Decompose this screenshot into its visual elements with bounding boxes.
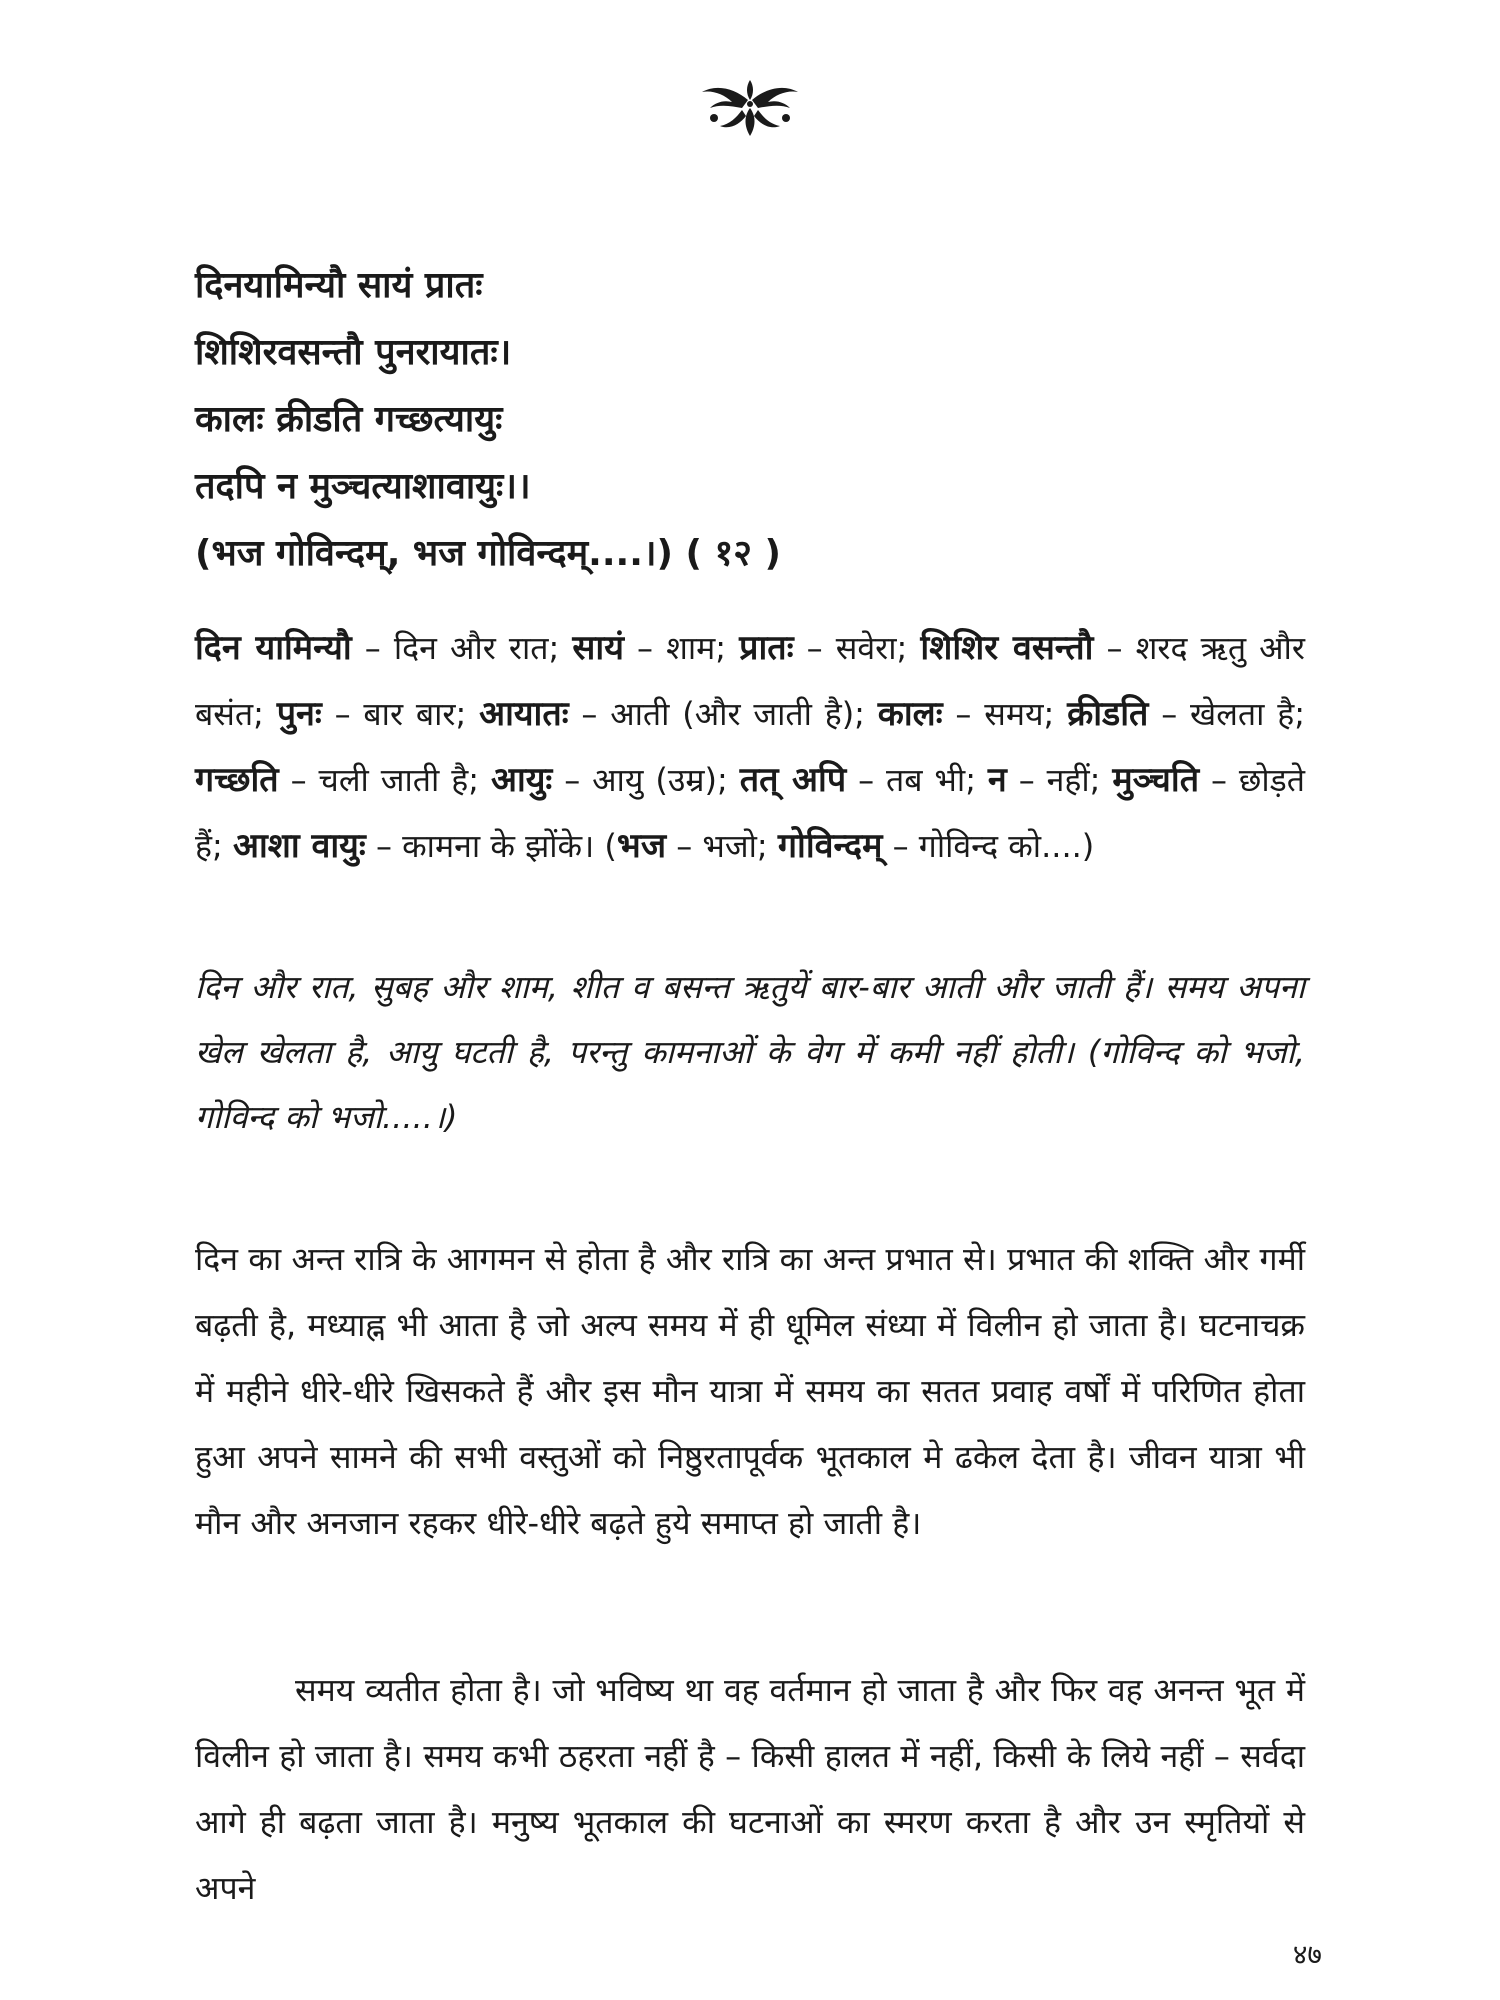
gloss-meaning: – समय; — [942, 695, 1068, 733]
translation-paragraph: दिन और रात, सुबह और शाम, शीत व बसन्त ऋतुयें बार-बार आती और जाती हैं। समय अपना खेल खेलता है, आयु घटती है, परन्तु कामनाओं के वेग में कमी नहीं होती। (गोविन्द को भजो, गोविन्द को भजो.....।) — [195, 968, 1305, 1136]
gloss-meaning: – शरद ऋतु और बसंत; — [195, 629, 1306, 733]
gloss-meaning: – चली जाती है; — [278, 761, 491, 799]
verse-line: शिशिरवसन्तौ पुनरायातः। — [195, 332, 512, 373]
commentary-paragraph: समय व्यतीत होता है। जो भविष्य था वह वर्तमान हो जाता है और फिर वह अनन्त भूत में विलीन हो जाता है। समय कभी ठहरता नहीं है – किसी हालत में नहीं, किसी के लिये नहीं – सर्वदा आगे ही बढ़ता जाता है। मनुष्य भूतकाल की घटनाओं का स्मरण करता है और उन स्मृतियों से अपने — [195, 1671, 1305, 1907]
page-number: ४७ — [1292, 1938, 1322, 1971]
gloss-meaning: – नहीं; — [1006, 761, 1113, 799]
gloss-term: क्रीडति — [1067, 694, 1149, 734]
gloss-term: तत् अपि — [739, 760, 847, 800]
gloss-term: आयातः — [479, 694, 569, 734]
verse-line: कालः क्रीडति गच्छत्यायुः — [195, 399, 503, 440]
gloss-meaning: – सवेरा; — [793, 629, 921, 667]
gloss-term: गोविन्दम् — [777, 826, 883, 866]
gloss-meaning: – शाम; — [623, 629, 740, 667]
gloss-term: कालः — [877, 694, 943, 734]
gloss-meaning: – बार बार; — [321, 695, 480, 733]
gloss-term: आयुः — [490, 760, 553, 800]
gloss-meaning: – आती (और जाती है); — [568, 695, 878, 733]
gloss-term: भज — [616, 826, 667, 866]
floral-ornament-icon — [690, 72, 810, 142]
verse-line: (भज गोविन्दम्, भज गोविन्दम्....।) ( १२ ) — [195, 533, 781, 574]
gloss-meaning: – गोविन्द को....) — [882, 827, 1095, 865]
gloss-meaning: – दिन और रात; — [351, 629, 573, 667]
gloss-term: न — [987, 760, 1007, 800]
verse-line: तदपि न मुञ्चत्याशावायुः।। — [195, 466, 531, 507]
verse-line: दिनयामिन्यौ सायं प्रातः — [195, 265, 483, 306]
word-meanings — [195, 615, 1305, 879]
gloss-meaning: – भजो; — [666, 827, 778, 865]
gloss-meaning: – खेलता है; — [1148, 695, 1305, 733]
commentary-paragraph: दिन का अन्त रात्रि के आगमन से होता है और रात्रि का अन्त प्रभात से। प्रभात की शक्ति और गर्मी बढ़ती है, मध्याह्न भी आता है जो अल्प समय में ही धूमिल संध्या में विलीन हो जाता है। घटनाचक्र में महीने धीरे-धीरे खिसकते हैं और इस मौन यात्रा में समय का सतत प्रवाह वर्षों में परिणित होता हुआ अपने सामने की सभी वस्तुओं को निष्ठुरतापूर्वक भूतकाल मे ढकेल देता है। जीवन यात्रा भी मौन और अनजान रहकर धीरे-धीरे बढ़ते हुये समाप्त हो जाती है। — [195, 1240, 1305, 1542]
gloss-term: गच्छति — [195, 760, 279, 800]
gloss-meaning: – आयु (उम्र); — [552, 761, 740, 799]
gloss-meaning: – छोड़ते हैं; — [195, 761, 1306, 865]
gloss-term: दिन यामिन्यौ — [195, 628, 352, 668]
gloss-term: सायं — [572, 628, 624, 668]
gloss-term: प्रातः — [739, 628, 794, 668]
verse-block — [195, 252, 1345, 587]
gloss-term: आशा वायुः — [232, 826, 366, 866]
gloss-meaning: – कामना के झोंके। ( — [365, 827, 617, 865]
gloss-term: पुनः — [276, 694, 322, 734]
gloss-meaning: – तब भी; — [846, 761, 988, 799]
gloss-term: शिशिर वसन्तौ — [920, 628, 1094, 668]
gloss-term: मुञ्चति — [1112, 760, 1200, 800]
